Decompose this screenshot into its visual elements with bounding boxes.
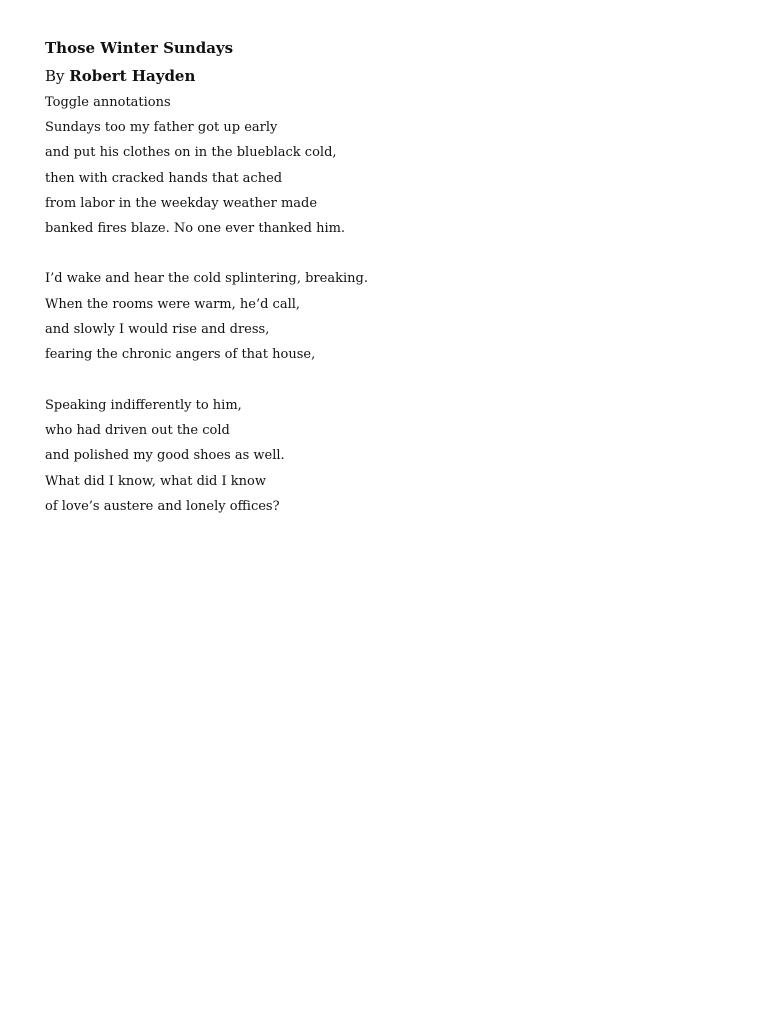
poem-line: and polished my good shoes as well. [45,448,285,464]
poem-line: then with cracked hands that ached [45,170,283,186]
by-label: By [45,67,65,85]
poem-line: Speaking indifferently to him, [45,397,242,413]
stanza-1 [45,115,725,241]
poem-line: What did I know, what did I know [45,473,266,489]
poem-line: banked fires blaze. No one ever thanked him. [45,221,346,237]
stanza-3 [45,393,725,519]
poem-line: I’d wake and hear the cold splintering, breaking. [45,271,368,287]
poem-line: fearing the chronic angers of that house, [45,347,316,363]
toggle-annotations-button[interactable]: Toggle annotations [45,95,171,110]
poem-line: When the rooms were warm, he’d call, [45,296,301,312]
poem-line: and put his clothes on in the blueblack cold, [45,145,337,161]
poem-container [45,36,725,519]
stanza-2 [45,266,725,367]
author-link[interactable]: Robert Hayden [69,67,196,85]
byline [45,64,725,88]
toggle-row [45,88,725,115]
poem-line: Sundays too my father got up early [45,120,278,135]
poem-line: who had driven out the cold [45,422,230,438]
poem-title: Those Winter Sundays [45,39,234,57]
poem-line: of love’s austere and lonely offices? [45,498,280,514]
poem-line: from labor in the weekday weather made [45,195,318,211]
poem-line: and slowly I would rise and dress, [45,322,270,338]
